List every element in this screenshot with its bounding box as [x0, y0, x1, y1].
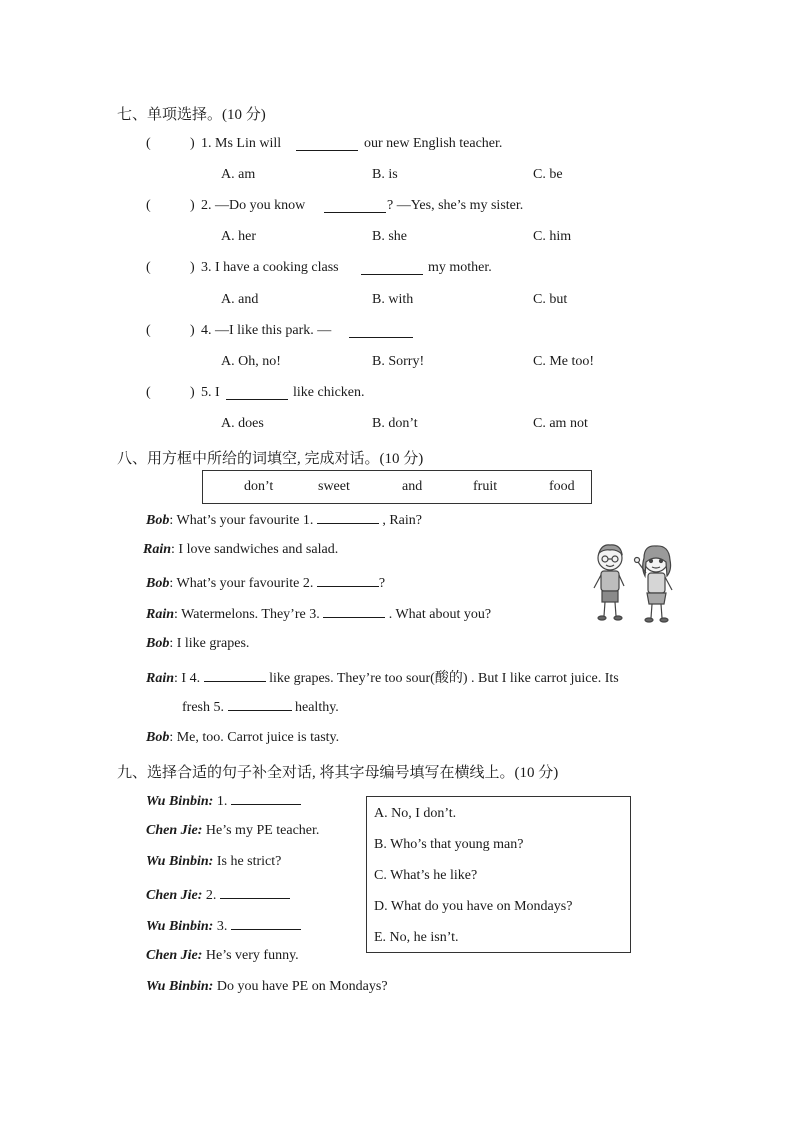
answer-blank[interactable]	[226, 387, 288, 400]
option-c: C. be	[533, 167, 563, 182]
option-d: D. What do you have on Mondays?	[374, 899, 573, 914]
answer-bracket-close: )	[190, 136, 195, 151]
answer-blank[interactable]	[317, 511, 379, 524]
line-text: Is he strict?	[213, 854, 282, 869]
option-e: E. No, he isn’t.	[374, 930, 459, 945]
question-text: 5. I	[201, 385, 220, 400]
answer-bracket-open: (	[146, 385, 151, 400]
section-7-title: 七、单项选择。(10 分)	[117, 107, 266, 123]
speaker: Wu Binbin:	[146, 794, 214, 809]
dialogue-line-6	[146, 948, 299, 964]
speaker: Chen Jie:	[146, 948, 203, 963]
answer-bracket-open: (	[146, 136, 151, 151]
answer-blank[interactable]	[231, 792, 301, 805]
speaker: Chen Jie:	[146, 823, 203, 838]
line-text: 1.	[213, 794, 228, 809]
answer-blank[interactable]	[231, 917, 301, 930]
line-text: He’s very funny.	[202, 948, 299, 963]
word-bank-item: sweet	[318, 479, 350, 494]
answer-blank[interactable]	[323, 605, 385, 618]
dialogue-line-7	[182, 698, 339, 716]
word-bank-item: food	[549, 479, 575, 494]
dialogue-line-4	[146, 886, 290, 904]
dialogue-line-4	[146, 605, 491, 623]
section-8-title: 八、用方框中所给的词填空, 完成对话。(10 分)	[117, 451, 424, 467]
speaker: Bob	[146, 636, 170, 651]
dialogue-line-3	[146, 854, 281, 870]
speaker: Rain	[146, 671, 175, 686]
dialogue-line-8	[146, 730, 339, 746]
word-bank-item: don’t	[244, 479, 274, 494]
line-text-end: healthy.	[295, 700, 339, 715]
speaker: Bob	[146, 576, 170, 591]
option-b: B. Who’s that young man?	[374, 837, 524, 852]
line-text: : Watermelons. They’re 3.	[174, 607, 320, 622]
line-text: 2.	[202, 888, 217, 903]
question-text-end: our new English teacher.	[364, 136, 503, 151]
option-b: B. is	[372, 167, 398, 182]
speaker: Rain	[146, 607, 175, 622]
line-text: : I like grapes.	[169, 636, 250, 651]
speaker: Bob	[146, 730, 170, 745]
dialogue-line-2	[146, 823, 319, 839]
option-a: A. Oh, no!	[221, 354, 281, 369]
word-bank-box	[202, 470, 592, 504]
word-bank-item: fruit	[473, 479, 498, 494]
option-a: A. does	[221, 416, 264, 431]
answer-blank[interactable]	[317, 574, 379, 587]
option-c: C. Me too!	[533, 354, 595, 369]
dialogue-line-1	[146, 511, 422, 529]
line-text: fresh 5.	[182, 700, 224, 715]
dialogue-line-5	[146, 636, 249, 652]
question-text-end: my mother.	[428, 260, 492, 275]
option-b: B. Sorry!	[372, 354, 425, 369]
option-c: C. him	[533, 229, 572, 244]
option-c: C. but	[533, 292, 568, 307]
options-box	[366, 796, 631, 953]
answer-blank[interactable]	[296, 138, 358, 151]
option-a: A. and	[221, 292, 259, 307]
speaker: Wu Binbin:	[146, 854, 214, 869]
option-a: A. am	[221, 167, 256, 182]
answer-bracket-open: (	[146, 323, 151, 338]
question-text: 3. I have a cooking class	[201, 260, 339, 275]
answer-blank[interactable]	[361, 262, 423, 275]
line-text-end: , Rain?	[382, 513, 422, 528]
question-text-end: like chicken.	[293, 385, 365, 400]
question-text-end: ? —Yes, she’s my sister.	[387, 198, 524, 213]
option-b: B. she	[372, 229, 407, 244]
option-c: C. What’s he like?	[374, 868, 478, 883]
answer-blank[interactable]	[220, 886, 290, 899]
question-text: 4. —I like this park. —	[201, 323, 332, 338]
speaker: Bob	[146, 513, 170, 528]
option-a: A. No, I don’t.	[374, 806, 457, 821]
speaker: Wu Binbin:	[146, 979, 214, 994]
answer-bracket-open: (	[146, 260, 151, 275]
answer-blank[interactable]	[324, 200, 386, 213]
answer-blank[interactable]	[228, 698, 292, 711]
dialogue-line-5	[146, 917, 301, 935]
line-text-end: . What about you?	[388, 607, 492, 622]
line-text: : What’s your favourite 2.	[169, 576, 314, 591]
answer-bracket-close: )	[190, 198, 195, 213]
line-text: He’s my PE teacher.	[202, 823, 320, 838]
line-text: : I 4.	[174, 671, 201, 686]
option-a: A. her	[221, 229, 256, 244]
answer-blank[interactable]	[349, 325, 413, 338]
answer-bracket-close: )	[190, 385, 195, 400]
question-text: 2. —Do you know	[201, 198, 306, 213]
dialogue-line-3	[146, 574, 385, 592]
speaker: Wu Binbin:	[146, 919, 214, 934]
speaker: Rain	[143, 542, 172, 557]
option-b: B. with	[372, 292, 414, 307]
line-text: Do you have PE on Mondays?	[213, 979, 388, 994]
word-bank-item: and	[402, 479, 423, 494]
dialogue-line-6	[146, 667, 619, 687]
dialogue-line-2	[143, 542, 338, 558]
line-text: : What’s your favourite 1.	[169, 513, 314, 528]
section-9-title: 九、选择合适的句子补全对话, 将其字母编号填写在横线上。(10 分)	[117, 765, 559, 781]
answer-bracket-close: )	[190, 323, 195, 338]
dialogue-line-7	[146, 979, 388, 995]
option-b: B. don’t	[372, 416, 418, 431]
line-text: : Me, too. Carrot juice is tasty.	[169, 730, 340, 745]
speaker: Chen Jie:	[146, 888, 203, 903]
line-text-end: like grapes. They’re too sour(酸的) . But I like carrot juice. Its	[269, 671, 619, 686]
answer-bracket-open: (	[146, 198, 151, 213]
question-text: 1. Ms Lin will	[201, 136, 282, 151]
children-illustration	[590, 540, 682, 630]
option-c: C. am not	[533, 416, 588, 431]
line-text-end: ?	[378, 576, 386, 591]
line-text: 3.	[213, 919, 228, 934]
dialogue-line-1	[146, 792, 301, 810]
answer-bracket-close: )	[190, 260, 195, 275]
line-text: : I love sandwiches and salad.	[171, 542, 339, 557]
answer-blank[interactable]	[204, 669, 266, 682]
